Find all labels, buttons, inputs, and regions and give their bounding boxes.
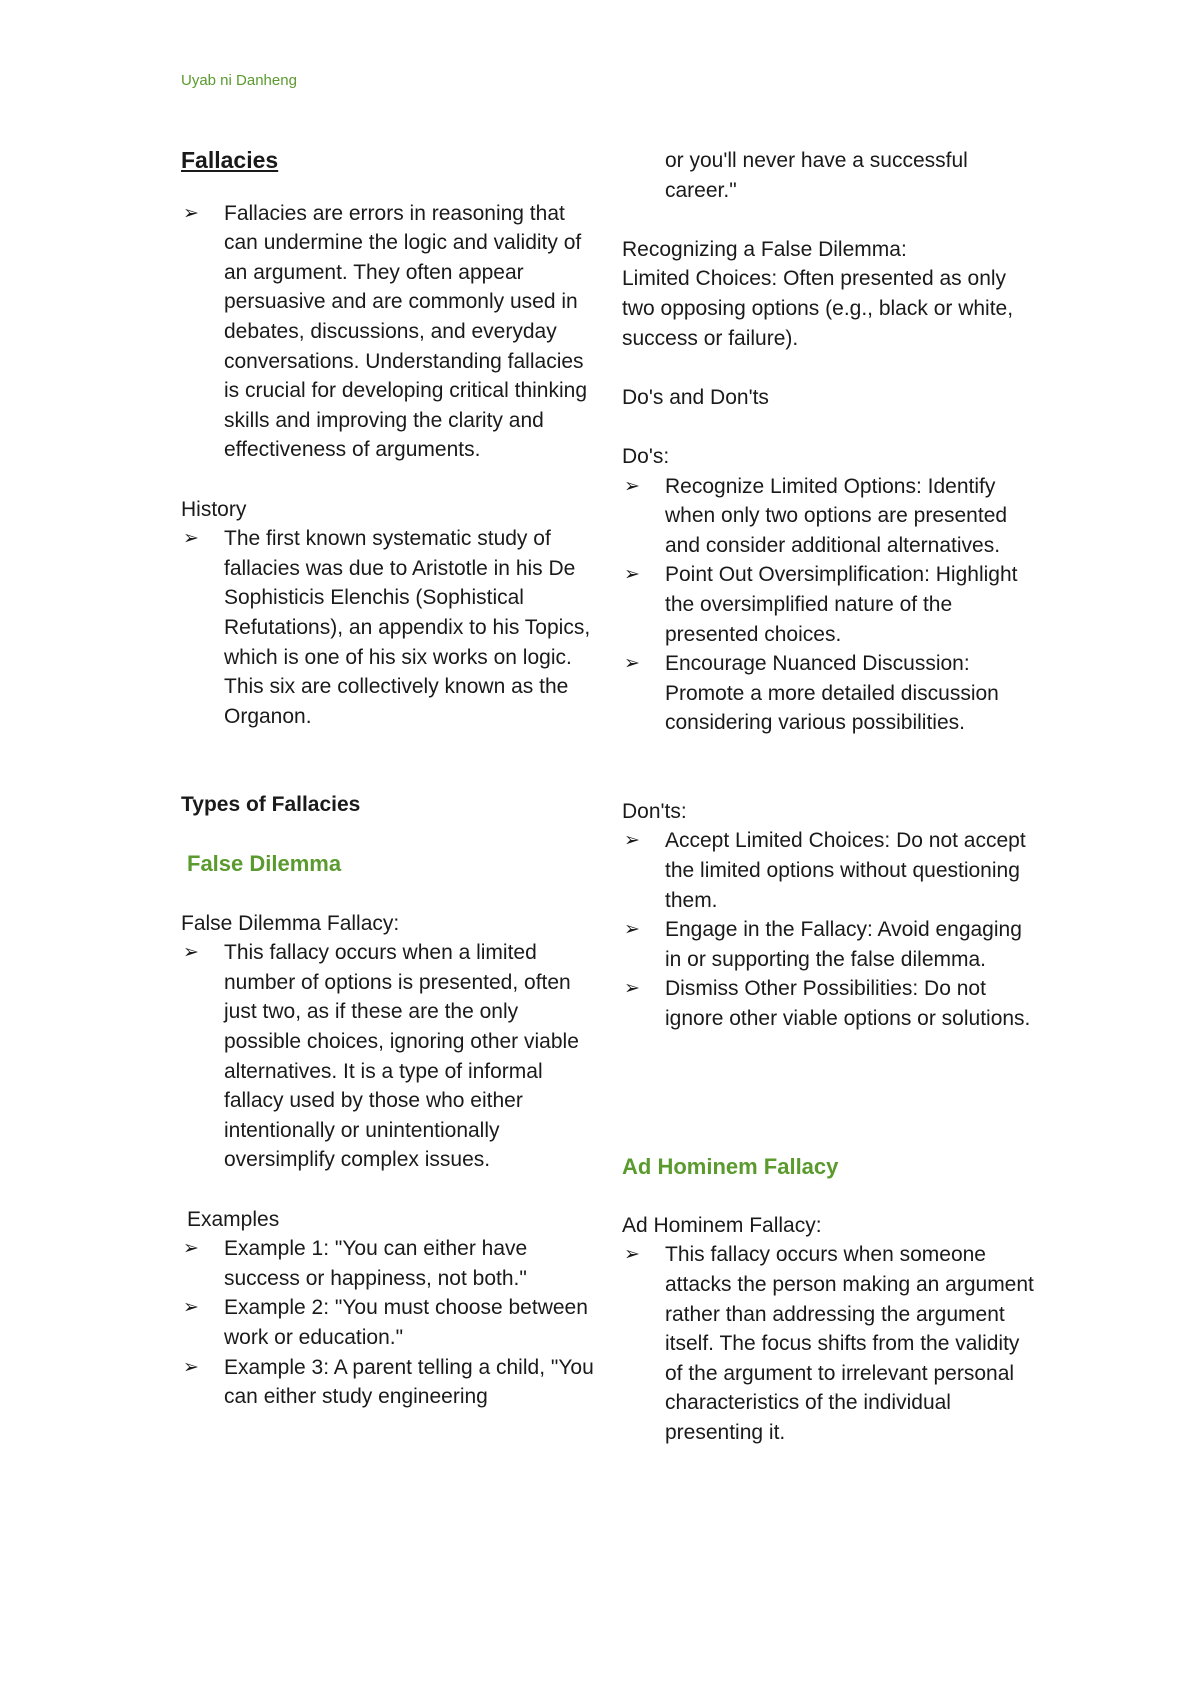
list-item: ➢ Engage in the Fallacy: Avoid engaging in or supporting the false dilemma. <box>622 915 1042 974</box>
arrow-bullet-icon: ➢ <box>624 564 640 586</box>
arrow-bullet-icon: ➢ <box>183 1356 199 1378</box>
types-heading: Types of Fallacies <box>181 793 361 817</box>
donts-list <box>622 826 1042 1033</box>
arrow-bullet-icon: ➢ <box>624 919 640 941</box>
list-item: ➢ Example 1: "You can either have success or happiness, not both." <box>181 1234 601 1293</box>
list-item: ➢ Example 3: A parent telling a child, "You can either study engineering <box>181 1353 601 1412</box>
arrow-bullet-icon: ➢ <box>183 202 199 224</box>
list-item: ➢ Fallacies are errors in reasoning that can undermine the logic and validity of an argument. They often appear persuasive and are commonly used in debates, discussions, and everyday conversations. Understanding fallacies is crucial for developing critical thinking skills and improving the clarity and effectiveness of arguments. <box>181 199 601 465</box>
arrow-bullet-icon: ➢ <box>624 653 640 675</box>
history-label: History <box>181 497 247 521</box>
false-dilemma-label: False Dilemma Fallacy: <box>181 911 400 935</box>
arrow-bullet-icon: ➢ <box>183 942 199 964</box>
right-column <box>622 146 1042 1448</box>
ad-hominem-label: Ad Hominem Fallacy: <box>622 1213 822 1237</box>
example3-continuation: or you'll never have a successful career." <box>665 149 968 202</box>
arrow-bullet-icon: ➢ <box>183 1297 199 1319</box>
ad-hominem-heading: Ad Hominem Fallacy <box>622 1153 839 1179</box>
history-list <box>181 524 601 731</box>
false-dilemma-heading: False Dilemma <box>187 851 342 877</box>
list-item: ➢ Recognize Limited Options: Identify when only two options are presented and consider additional alternatives. <box>622 472 1042 561</box>
page-header-author: Uyab ni Danheng <box>181 72 297 89</box>
left-column <box>181 146 601 1412</box>
list-item: ➢ Encourage Nuanced Discussion: Promote a more detailed discussion considering various possibilities. <box>622 649 1042 738</box>
ad-hominem-list <box>622 1240 1042 1447</box>
list-item: ➢ Example 2: "You must choose between work or education." <box>181 1293 601 1352</box>
list-item: ➢ Dismiss Other Possibilities: Do not ignore other viable options or solutions. <box>622 974 1042 1033</box>
arrow-bullet-icon: ➢ <box>624 978 640 1000</box>
dos-list <box>622 472 1042 738</box>
list-item: ➢ This fallacy occurs when a limited number of options is presented, often just two, as if these are the only possible choices, ignoring other viable alternatives. It is a type of informal fallacy used by those who either intentionally or unintentionally oversimplify complex issues. <box>181 938 601 1175</box>
examples-list <box>181 1234 601 1412</box>
document-title: Fallacies <box>181 147 279 173</box>
arrow-bullet-icon: ➢ <box>624 475 640 497</box>
dos-label: Do's: <box>622 444 670 468</box>
arrow-bullet-icon: ➢ <box>624 830 640 852</box>
dos-donts-label: Do's and Don'ts <box>622 385 769 409</box>
list-item: ➢ This fallacy occurs when someone attacks the person making an argument rather than addressing the argument itself. The focus shifts from the validity of the argument to irrelevant personal characteristics of the individual presenting it. <box>622 1240 1042 1447</box>
intro-list <box>181 199 601 465</box>
list-item: ➢ Accept Limited Choices: Do not accept the limited options without questioning them. <box>622 826 1042 915</box>
list-item: ➢ The first known systematic study of fallacies was due to Aristotle in his De Sophisticis Elenchis (Sophistical Refutations), an appendix to his Topics, which is one of his six works on logic. This six are collectively known as the Organon. <box>181 524 601 731</box>
examples-label: Examples <box>187 1207 280 1231</box>
recognizing-text: Limited Choices: Often presented as only two opposing options (e.g., black or white, success or failure). <box>622 267 1014 350</box>
arrow-bullet-icon: ➢ <box>183 528 199 550</box>
list-item: ➢ Point Out Oversimplification: Highlight the oversimplified nature of the presented choices. <box>622 560 1042 649</box>
false-dilemma-list <box>181 938 601 1175</box>
arrow-bullet-icon: ➢ <box>183 1238 199 1260</box>
arrow-bullet-icon: ➢ <box>624 1244 640 1266</box>
donts-label: Don'ts: <box>622 799 687 823</box>
recognizing-label: Recognizing a False Dilemma: <box>622 237 907 261</box>
